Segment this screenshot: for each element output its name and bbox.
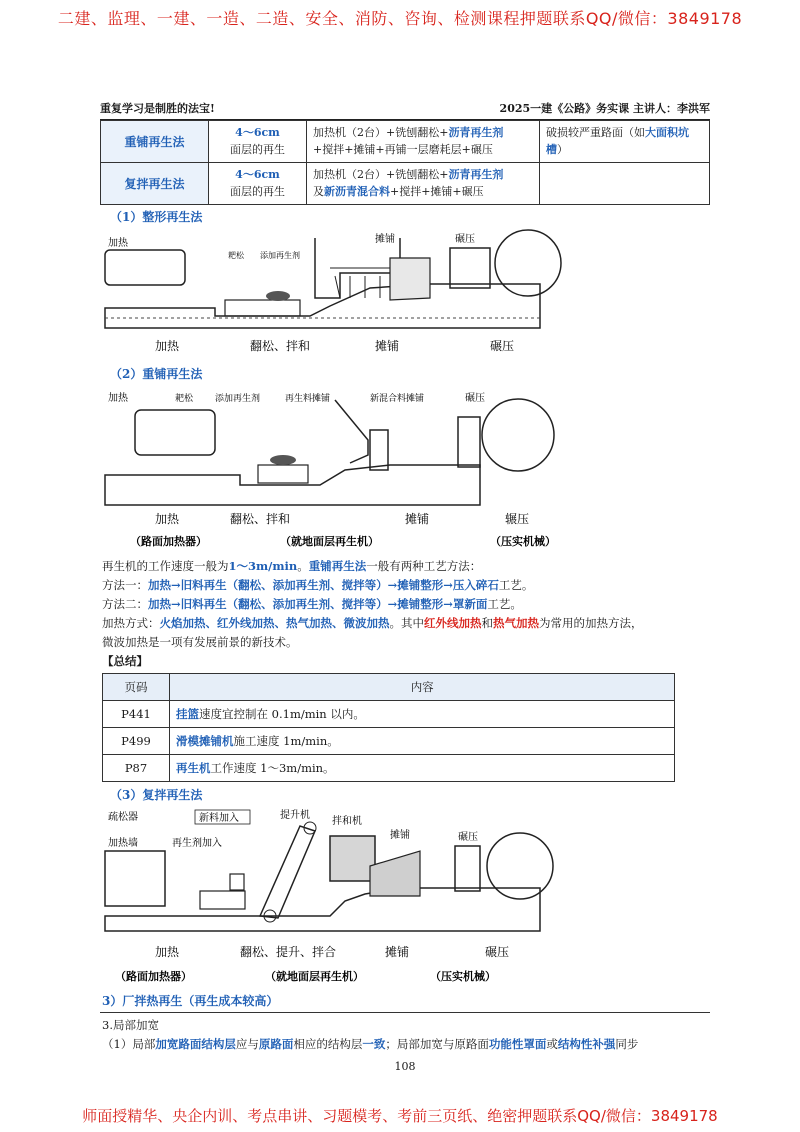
fig1-bottom-mix: 翻松、拌和 — [250, 339, 311, 353]
summary-header-content: 内容 — [170, 674, 675, 701]
note-heating — [102, 614, 710, 633]
method-table — [100, 120, 710, 205]
note-text: 和 — [481, 616, 493, 630]
fig3-bottom-mix: 翻松、提升、拌合 — [240, 945, 337, 959]
para-text: 同步 — [615, 1037, 639, 1051]
mixer — [330, 836, 375, 881]
para-highlight: 原路面 — [258, 1037, 294, 1051]
summary-highlight: 再生机 — [176, 761, 211, 775]
process-text: 加热机（2台）+铣刨翻松+ — [313, 168, 449, 181]
note-text: 工艺。 — [487, 597, 522, 611]
header-left: 重复学习是制胜的法宝! — [100, 102, 215, 115]
page-content — [100, 100, 710, 1073]
fig3-bottom-pave: 摊铺 — [385, 945, 410, 959]
fig1-label-agent: 添加再生剂 — [260, 251, 300, 260]
fig2-machine-heater: （路面加热器） — [130, 535, 207, 548]
depth-text: 面层的再生 — [230, 184, 285, 198]
note-text: 。其中 — [389, 616, 424, 630]
para-highlight: 结构性补强 — [557, 1037, 616, 1051]
fig1-label-rake: 耙松 — [228, 251, 244, 260]
fig1-label-heat: 加热 — [108, 238, 128, 249]
summary-page: P87 — [103, 755, 170, 782]
fig3-label-mixer: 拌和机 — [332, 816, 362, 827]
summary-highlight: 滑模摊铺机 — [176, 734, 234, 748]
note-red-highlight: 红外线加热 — [424, 616, 482, 630]
section-title: 3.局部加宽 — [102, 1018, 159, 1032]
fig1-bottom-roll: 碾压 — [490, 339, 515, 353]
fig3-label-agent: 再生剂加入 — [172, 838, 222, 849]
note-text: 一般有两种工艺方法： — [366, 559, 482, 573]
fig1-label-pave: 摊铺 — [375, 234, 395, 245]
note-text: 工艺。 — [498, 578, 534, 592]
note-text: 为常用的加热方法， — [539, 616, 643, 630]
depth-value: 4～6cm — [235, 126, 280, 139]
note-method2 — [102, 595, 710, 614]
process-text: 加热机（2台）+铣刨翻松+ — [313, 126, 449, 139]
method-name: 复拌再生法 — [101, 163, 209, 205]
note-red-highlight: 热气加热 — [493, 616, 539, 630]
method-name: 重铺再生法 — [101, 121, 209, 163]
process-notes — [100, 557, 710, 652]
fig2-bottom-pave: 摊铺 — [405, 512, 430, 526]
fig3-bottom-roll: 碾压 — [485, 945, 510, 959]
note-highlight: 加热→旧料再生（翻松、添加再生剂、搅拌等）→摊铺整形→压入碎石 — [148, 578, 499, 592]
use-highlight: 大面积坑槽 — [546, 126, 689, 156]
roller-frame — [455, 846, 480, 891]
note-highlight: 1～3m/min — [228, 559, 298, 573]
fig2-title-text: （2）重铺再生法 — [110, 367, 203, 381]
use-text: 破损较严重路面（如 — [546, 126, 645, 139]
fig3-label-heatwall: 加热墙 — [108, 838, 138, 849]
note-text: 再生机的工作速度一般为 — [102, 559, 229, 573]
fig3-label-newmix: 新料加入 — [199, 813, 239, 824]
page-header — [100, 100, 710, 120]
fig2-label-roll: 碾压 — [465, 393, 485, 404]
table-row — [103, 755, 675, 782]
table-row — [101, 163, 710, 205]
note-speed — [102, 557, 710, 576]
header-right: 2025一建《公路》务实课 主讲人：李洪军 — [499, 102, 710, 115]
para-highlight: 一致 — [362, 1037, 386, 1051]
summary-text: 工作速度 1～3m/min。 — [210, 761, 335, 775]
fig2-label-new: 新混合料摊铺 — [370, 394, 425, 404]
fig1-title — [110, 208, 710, 225]
fig3-bottom-heat: 加热 — [155, 945, 180, 959]
fig1-diagram — [100, 228, 710, 358]
fig3-machine-heater: （路面加热器） — [115, 970, 192, 983]
fig3-label-lift: 提升机 — [280, 810, 310, 821]
summary-text: 施工速度 1m/min。 — [233, 734, 339, 748]
fig1-label-roll: 碾压 — [455, 234, 475, 245]
para-text: 应与 — [235, 1037, 259, 1051]
note-highlight: 加热→旧料再生（翻松、添加再生剂、搅拌等）→摊铺整形→罩新面 — [148, 597, 488, 611]
fig2-machine-roller: （压实机械） — [490, 535, 556, 548]
use-cell-empty — [540, 163, 710, 205]
fig3-title — [110, 786, 710, 803]
factory-title: 3）厂拌热再生 — [102, 994, 183, 1008]
fig2-label-heat: 加热 — [108, 393, 128, 404]
ripper — [200, 891, 245, 909]
top-banner: 二建、监理、一建、一造、二造、安全、消防、咨询、检测课程押题联系QQ/微信：3849178 — [57, 9, 743, 28]
summary-highlight: 挂篮 — [176, 707, 199, 721]
factory-recycling — [100, 990, 710, 1013]
note-text: 方法一： — [102, 578, 148, 592]
agent-sprayer — [270, 455, 296, 465]
fig2-machine-recycler: （就地面层再生机） — [280, 535, 379, 548]
roller-frame — [450, 248, 490, 288]
summary-header-page: 页码 — [103, 674, 170, 701]
summary-page: P499 — [103, 728, 170, 755]
para-highlight: 加宽路面结构层 — [155, 1037, 236, 1051]
para-text: 或 — [546, 1037, 558, 1051]
fig3-label-loosener: 疏松器 — [108, 812, 138, 823]
page-number: 108 — [394, 1060, 416, 1073]
process-text-2: +搅拌+摊铺+再铺一层磨耗层+碾压 — [313, 142, 493, 156]
fig3-label-pave: 摊铺 — [390, 830, 410, 841]
roller-drum — [482, 399, 554, 471]
summary-content — [170, 728, 675, 755]
process-text-3: +搅拌+摊铺+碾压 — [390, 184, 484, 198]
heater-wall — [105, 851, 165, 906]
table-row — [103, 728, 675, 755]
agent-sprayer — [266, 291, 290, 301]
roller-drum — [487, 833, 553, 899]
depth-cell — [209, 121, 307, 163]
depth-text: 面层的再生 — [230, 142, 285, 156]
fig2-diagram — [100, 385, 710, 553]
fig1-title-text: （1）整形再生法 — [110, 210, 203, 224]
fig2-title — [110, 365, 710, 382]
summary-table — [102, 673, 675, 782]
fig3-machine-recycler: （就地面层再生机） — [265, 970, 364, 983]
fig2-label-recycled: 再生料摊铺 — [285, 394, 331, 404]
use-text-end: ） — [557, 142, 568, 156]
fig3-machine-roller: （压实机械） — [430, 970, 496, 983]
fig3-label-roll: 碾压 — [458, 832, 478, 843]
heater-machine — [135, 410, 215, 455]
summary-title: 【总结】 — [102, 654, 148, 668]
paver — [370, 851, 420, 896]
roller-frame — [458, 417, 480, 467]
process-highlight: 沥青再生剂 — [448, 168, 504, 181]
para-text: 相应的结构层 — [293, 1037, 363, 1051]
paver-chute — [335, 400, 368, 463]
table-row — [101, 121, 710, 163]
depth-cell — [209, 163, 307, 205]
process-highlight-2: 新沥青混合料 — [324, 184, 390, 198]
ripper — [258, 465, 308, 483]
fig1-bottom-pave: 摊铺 — [375, 339, 400, 353]
heater-machine — [105, 250, 185, 285]
depth-value: 4～6cm — [235, 168, 280, 181]
summary-header-row — [103, 674, 675, 701]
summary-page: P441 — [103, 701, 170, 728]
note-text: 。 — [297, 559, 309, 573]
para-text: ；局部加宽与原路面 — [385, 1037, 489, 1051]
para-highlight: 功能性罩面 — [488, 1037, 547, 1051]
process-cell — [307, 121, 540, 163]
roller-drum — [495, 230, 561, 296]
note-highlight: 重铺再生法 — [308, 559, 367, 573]
summary-content — [170, 701, 675, 728]
last-paragraph — [102, 1035, 710, 1054]
table-row — [103, 701, 675, 728]
summary-content — [170, 755, 675, 782]
summary-text: 速度宜控制在 0.1m/min 以内。 — [199, 707, 365, 721]
fig1-bottom-heat: 加热 — [155, 339, 180, 353]
process-cell — [307, 163, 540, 205]
fig3-title-text: （3）复拌再生法 — [110, 788, 203, 802]
use-cell — [540, 121, 710, 163]
note-highlight: 火焰加热、红外线加热、热气加热、微波加热 — [159, 616, 390, 630]
fig2-bottom-roll: 辗压 — [505, 512, 530, 526]
process-highlight: 沥青再生剂 — [448, 126, 504, 139]
process-text-2: 及 — [313, 184, 324, 198]
fig2-bottom-mix: 翻松、拌和 — [230, 512, 291, 526]
elevator — [260, 826, 315, 918]
fig2-label-agent: 添加再生剂 — [215, 394, 261, 404]
note-method1 — [102, 576, 710, 595]
note-microwave: 微波加热是一项有发展前景的新技术。 — [102, 635, 298, 649]
fig2-label-rake: 耙松 — [175, 394, 194, 404]
fig2-bottom-heat: 加热 — [155, 512, 180, 526]
note-text: 方法二： — [102, 597, 148, 611]
fig3-diagram — [100, 806, 710, 986]
note-text: 加热方式： — [102, 616, 160, 630]
bottom-banner: 师面授精华、央企内训、考点串讲、习题模考、考前三页纸、绝密押题联系QQ/微信：3849178 — [82, 1107, 718, 1125]
ripper — [225, 300, 300, 316]
factory-note: （再生成本较高） — [182, 994, 279, 1008]
para-text: （1）局部 — [102, 1037, 156, 1051]
